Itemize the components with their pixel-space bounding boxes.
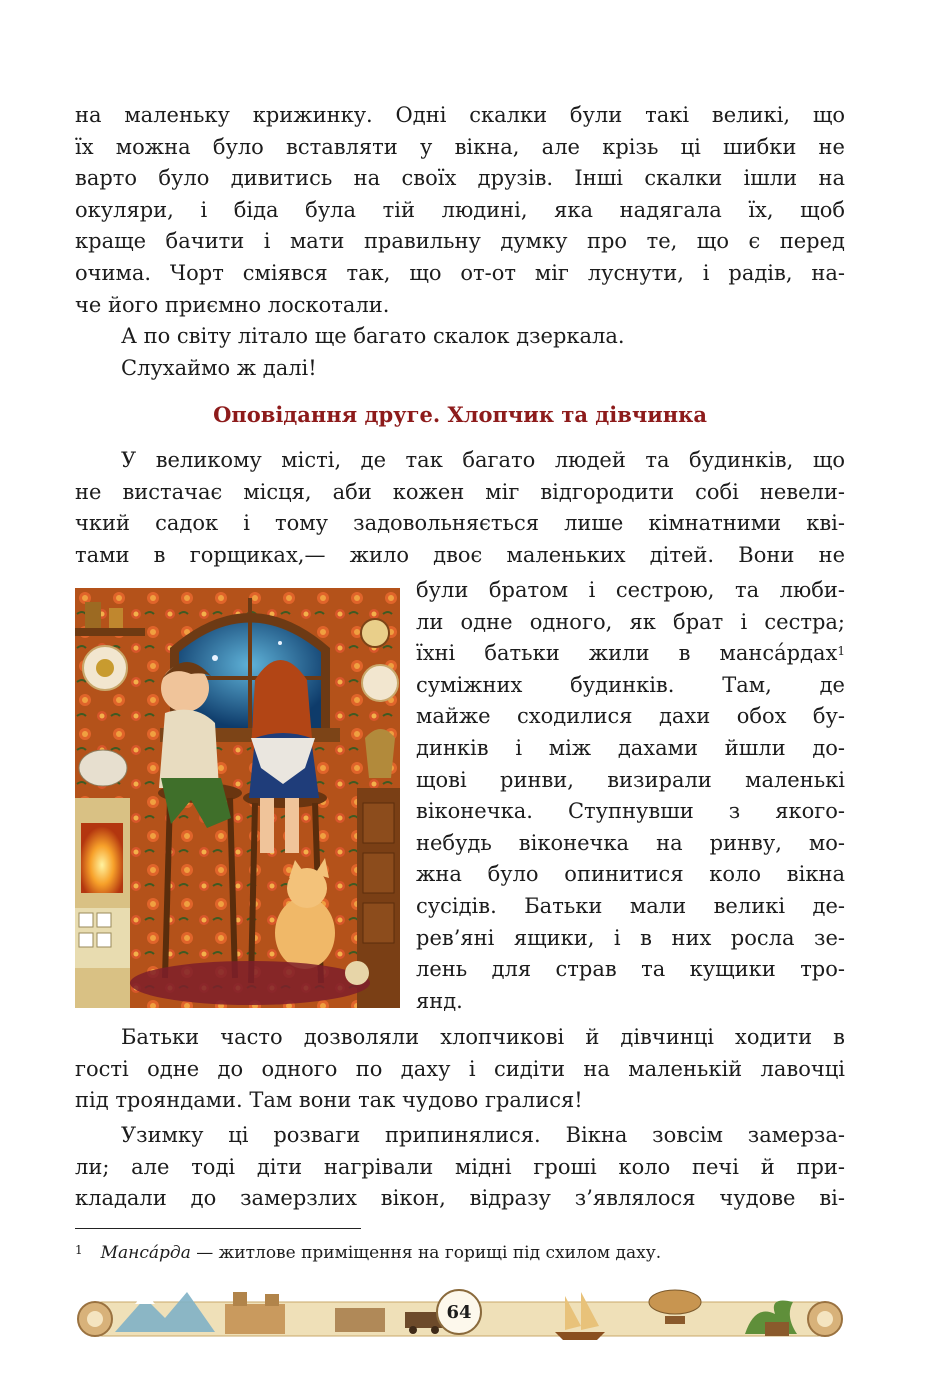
footnote-marker: 1 (837, 644, 845, 659)
text-line: динків і між дахами йшли до- (416, 735, 845, 760)
text-line: ли одне одного, як брат і сестра; (416, 609, 845, 634)
page-number: 64 (436, 1289, 482, 1335)
text-line: Узимку ці розваги припинялися. Вікна зовсім замерза- (121, 1123, 845, 1147)
text-line: варто було дивитись на своїх друзів. Інші скалки ішли на (75, 166, 845, 191)
text-line: суміжних будинків. Там, де (416, 672, 845, 697)
paragraph-wrapped (416, 575, 845, 1017)
text-line-with-footnote: їхні батьки жили в манса́рдах$^1$ (416, 641, 845, 666)
text-line: ли; але тоді діти нагрівали мідні гроші коло печі й при- (75, 1154, 845, 1179)
text-line: кладали до замерзлих вікон, відразу з’являлося чудове ві- (75, 1186, 845, 1211)
story-heading: Оповідання друге. Хлопчик та дівчинка (213, 402, 707, 427)
text-line: рев’яні ящики, і в них росла зе- (416, 925, 845, 950)
paragraph-text: Слухаймо ж далі! (121, 355, 317, 380)
paragraph-continued (75, 100, 845, 384)
text-line: були братом і сестрою, та люби- (416, 578, 845, 602)
text-line: краще бачити і мати правильну думку про те, що є перед (75, 229, 845, 254)
footnote-term: Манса́рда (100, 1243, 191, 1263)
text-line: під трояндами. Там вони так чудово гралися! (75, 1088, 583, 1113)
paragraph-visits (75, 1022, 845, 1117)
text-line: очима. Чорт сміявся так, що от-от міг луснути, і радів, на- (75, 260, 845, 285)
text-line: щові ринви, визирали маленькі (416, 767, 845, 792)
text-line: їх можна було вставляти у вікна, але крізь ці шибки не (75, 134, 845, 159)
paragraph-text: А по світу літало ще багато скалок дзеркала. (121, 324, 625, 349)
text-line: Батьки часто дозволяли хлопчикові й дівчинці ходити в (121, 1025, 845, 1049)
text-line: майже сходилися дахи обох бу- (416, 704, 845, 729)
text-line: не вистачає місця, аби кожен міг відгородити собі невели- (75, 479, 845, 504)
text-line: гості одне до одного по даху і сидіти на маленькій лавочці (75, 1056, 845, 1081)
text-line: чкий садок і тому задовольняється лише кімнатними кві- (75, 511, 845, 536)
text-line: жна було опинитися коло вікна (416, 862, 845, 887)
text-line: окуляри, і біда була тій людині, яка надягала їх, щоб (75, 197, 845, 222)
text-line: янд. (416, 988, 463, 1013)
text-line: тами в горщиках,— жило двоє маленьких дітей. Вони не (75, 542, 845, 567)
text-line: небудь віконечка на ринву, мо- (416, 830, 845, 855)
text-line: віконечка. Ступнувши з якого- (416, 799, 845, 824)
illustration-children-at-window (75, 588, 400, 1008)
footnote-number: 1 (75, 1243, 83, 1257)
footnote (75, 1243, 661, 1263)
footnote-text: — житлове приміщення на горищі під схилом даху. (190, 1243, 662, 1263)
text-line: сусідів. Батьки мали великі де- (416, 893, 845, 918)
paragraph-winter (75, 1120, 845, 1215)
footnote-divider (75, 1228, 361, 1229)
text-line: на маленьку крижинку. Одні скалки були такі великі, що (75, 103, 845, 127)
text-line: лень для страв та кущики тро- (416, 957, 845, 982)
text-line: У великому місті, де так багато людей та будинків, що (121, 448, 845, 472)
paragraph-intro (75, 445, 845, 571)
text-line: че його приємно лоскотали. (75, 292, 390, 317)
